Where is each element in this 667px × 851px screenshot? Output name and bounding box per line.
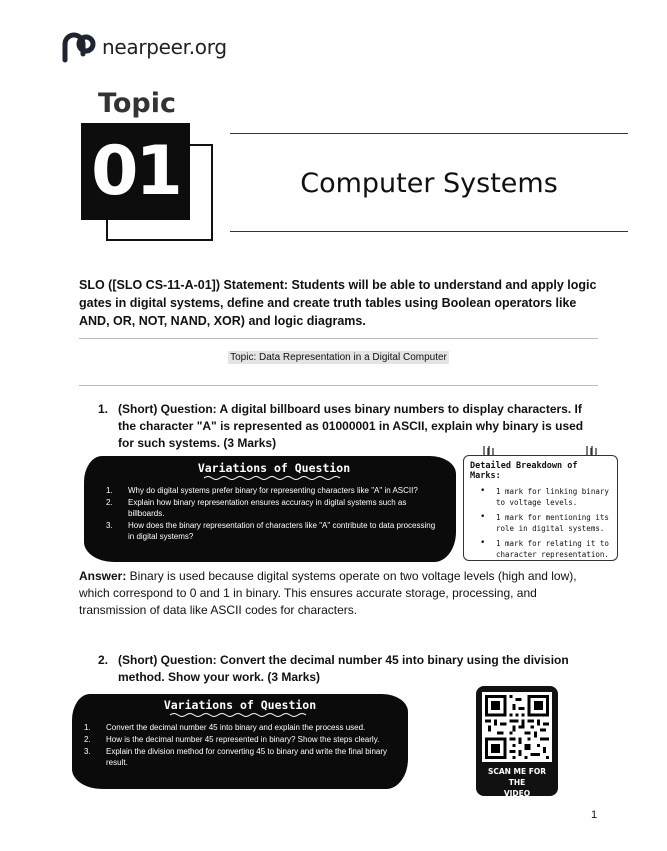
list-item: 3. How does the binary representation of characters like "A" contribute to data processing in digital systems? — [106, 521, 436, 541]
squiggle-underline-icon — [204, 475, 344, 481]
divider — [79, 338, 598, 339]
answer-text: Binary is used because digital systems operate on two voltage levels (high and low), which correspond to 0 and 1 in binary. This ensures accurate storage, processing, and transmission of data like ASCII codes for characters. — [79, 569, 577, 617]
variations-list — [84, 722, 396, 768]
qr-code[interactable] — [482, 692, 552, 762]
list-item: 3. Explain the division method for converting 45 to binary and write the final binary result. — [84, 747, 388, 767]
title-rule-top — [230, 133, 628, 134]
list-item: 2. How is the decimal number 45 represented in binary? Show the steps clearly. — [84, 735, 380, 744]
qr-caption: SCAN ME FOR THE VIDEO SOLUTION — [487, 767, 547, 809]
variations-list — [106, 485, 442, 542]
answer-label: Answer: — [79, 569, 127, 583]
brand-logo[interactable] — [60, 30, 227, 64]
question-text: (Short) Question: A digital billboard uses binary numbers to display characters. If the character "A" is represented as 01000001 in ASCII, explain why binary is used for such systems. (3 Marks) — [118, 402, 584, 450]
question-number: 2. — [98, 653, 109, 667]
marks-list — [470, 486, 611, 560]
list-item: 1. Why do digital systems prefer binary for representing characters like "A" in ASCII? — [106, 486, 418, 495]
variations-title: Variations of Question — [197, 461, 351, 475]
page-number: 1 — [591, 809, 598, 821]
slo-statement: SLO ([SLO CS-11-A-01]) Statement: Students will be able to understand and apply logic gates in digital systems, define and create truth tables using Boolean operators like AND, OR, NOT, NAND, XOR) and logic diagrams. — [79, 278, 597, 328]
section-topic — [79, 352, 598, 363]
squiggle-underline-icon — [170, 712, 310, 718]
question-1 — [98, 401, 598, 452]
question-2 — [98, 652, 598, 686]
section-topic-text: Topic: Data Representation in a Digital Computer — [230, 352, 447, 363]
variations-title: Variations of Question — [163, 698, 317, 712]
answer-1 — [79, 568, 607, 619]
list-item: 1. Convert the decimal number 45 into binary and explain the process used. — [84, 723, 366, 732]
qr-code-icon — [485, 695, 549, 759]
divider — [79, 385, 598, 386]
marks-title: Detailed Breakdown of Marks: — [470, 461, 578, 481]
list-item: 2. Explain how binary representation ensures accuracy in digital systems such as billboards. — [106, 498, 407, 518]
topic-number: 01 — [81, 123, 190, 220]
topic-label: Topic — [98, 88, 176, 119]
question-text: (Short) Question: Convert the decimal number 45 into binary using the division method. Show your work. (3 Marks) — [118, 653, 569, 684]
qr-code-card[interactable] — [476, 686, 558, 809]
variations-box-1 — [84, 456, 456, 562]
question-number: 1. — [98, 402, 109, 416]
brand-name: nearpeer.org — [102, 35, 227, 59]
nearpeer-logo-icon — [60, 30, 96, 64]
marks-breakdown — [463, 455, 618, 561]
list-item: • 1 mark for mentioning its role in digital systems. — [480, 512, 609, 533]
list-item: • 1 mark for linking binary to voltage levels. — [480, 486, 609, 507]
variations-box-2 — [72, 694, 408, 789]
chapter-title: Computer Systems — [300, 168, 558, 199]
list-item: • 1 mark for relating it to character representation. — [480, 538, 609, 559]
title-rule-bottom — [230, 231, 628, 232]
